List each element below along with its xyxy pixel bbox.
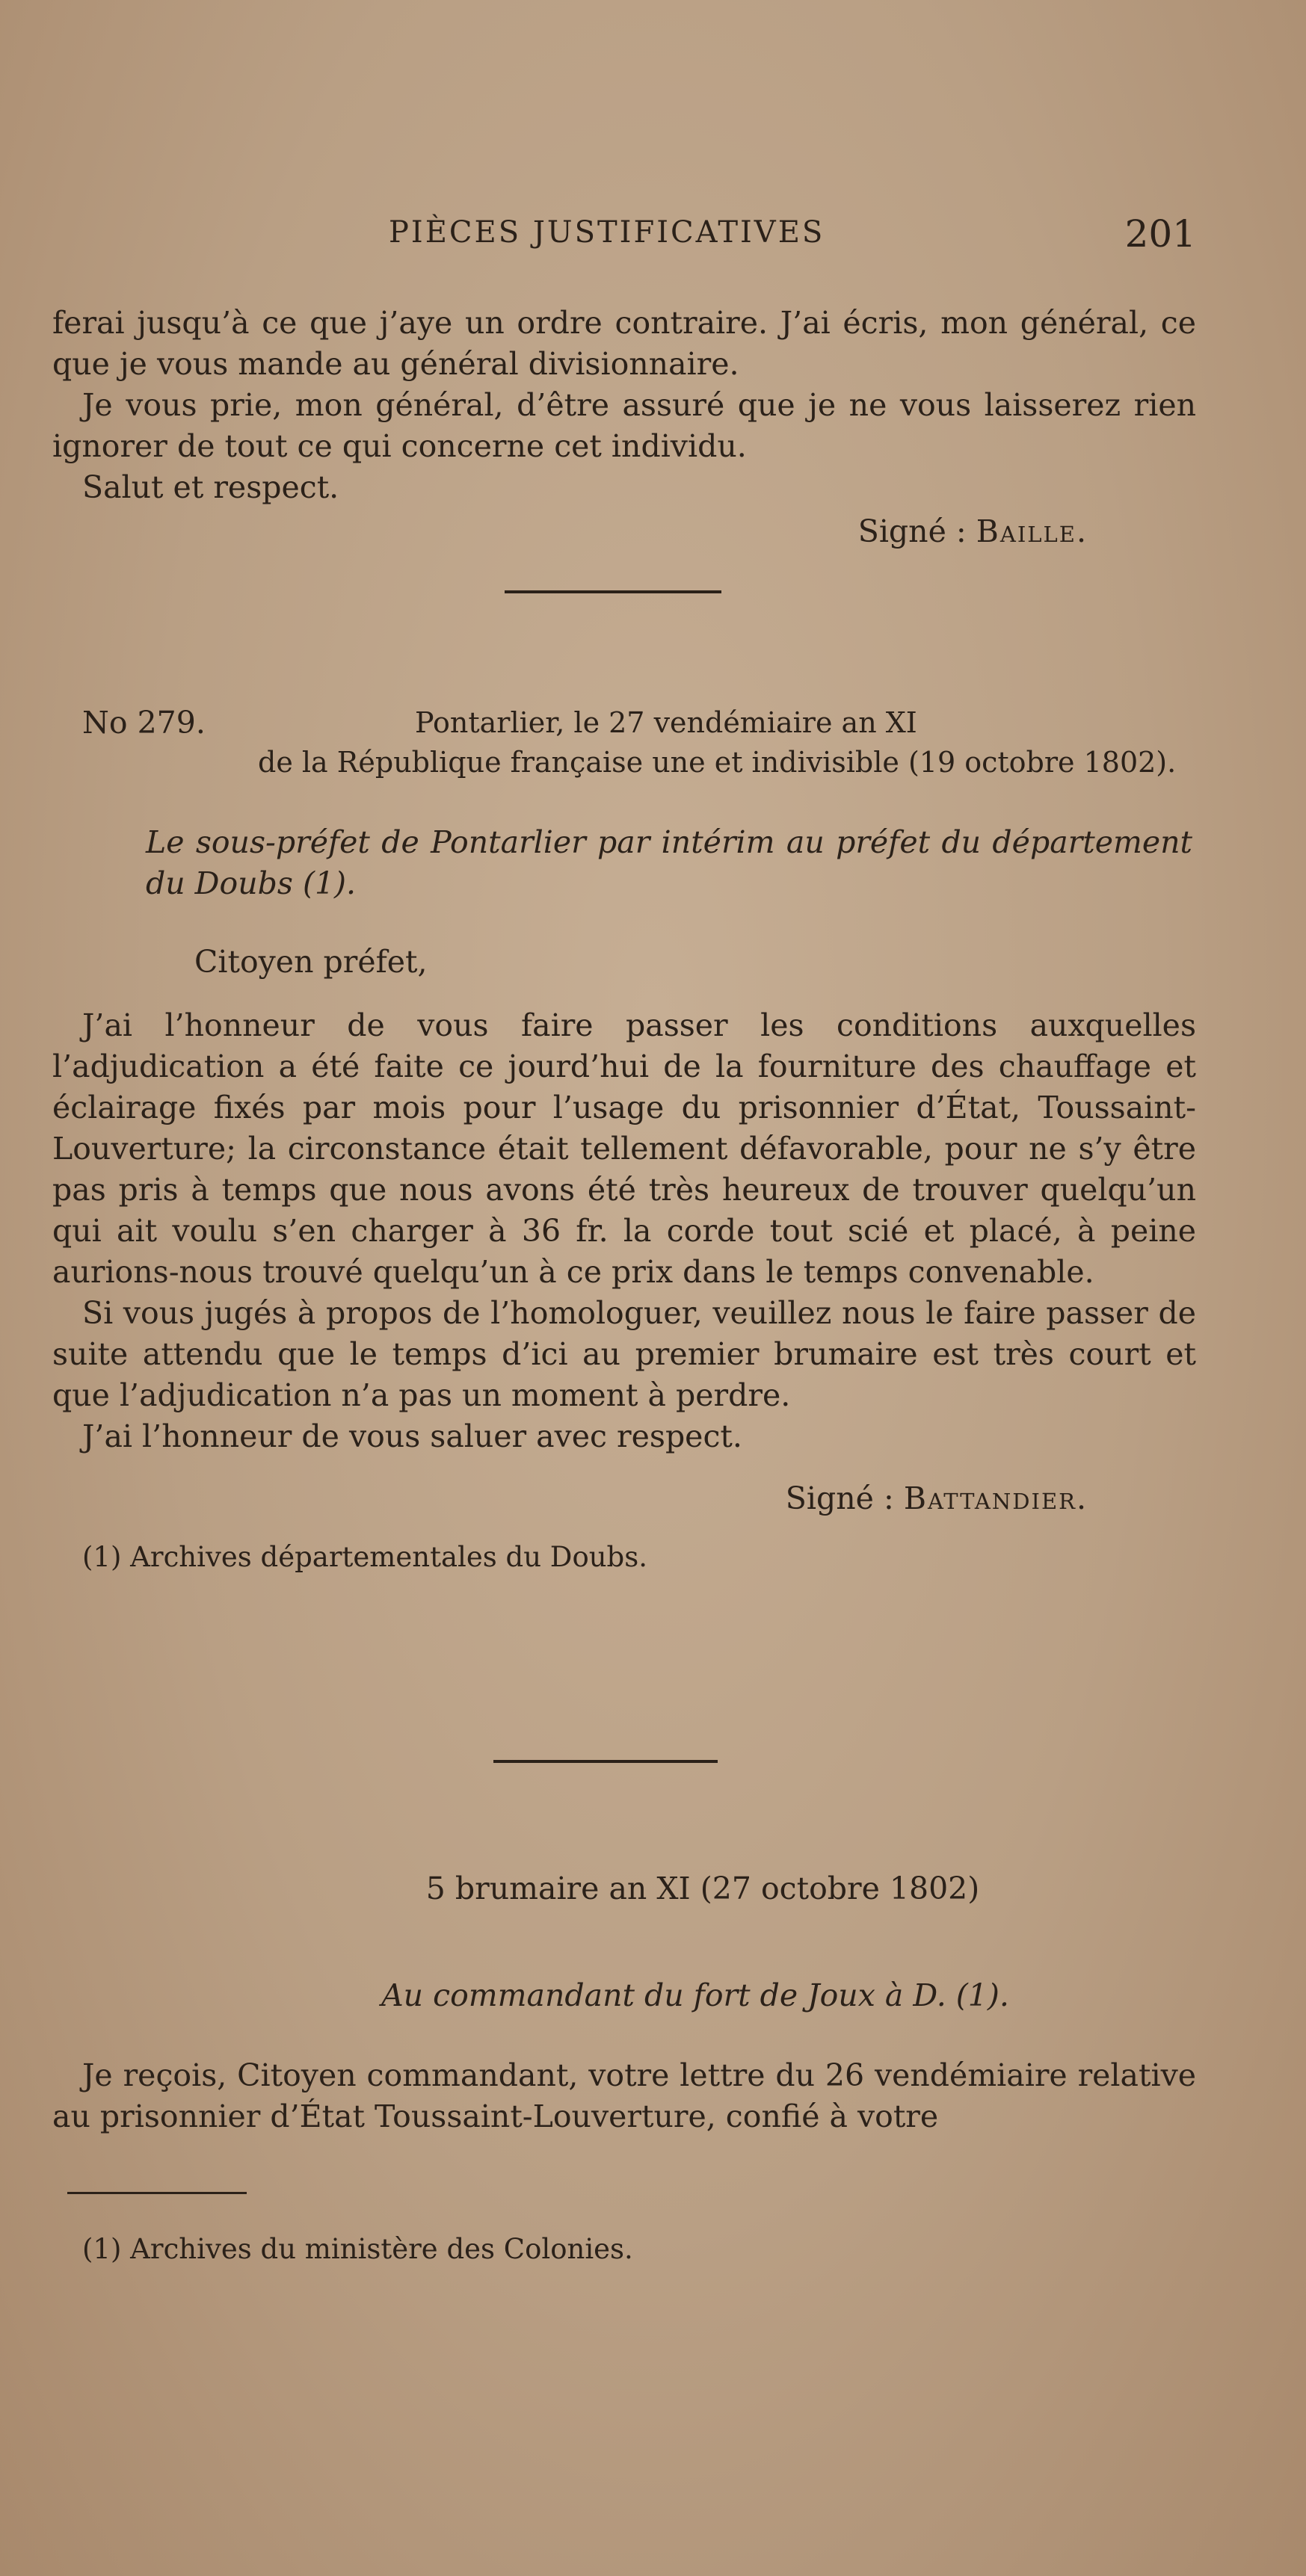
body-paragraph: Si vous jugés à propos de l’homologuer, veuillez nous le faire passer de suite attendu que le temps d’ici au premier brumaire est très court et que l’adjudication n’a pas un moment à perdre. <box>52 1295 1196 1413</box>
body-paragraph: J’ai l’honneur de vous saluer avec respect. <box>82 1418 742 1454</box>
body-paragraph: Je reçois, Citoyen commandant, votre lettre du 26 vendémiaire relative au prisonnier d’État Toussaint-Louverture, confié à votre <box>52 2057 1196 2134</box>
page-number: 201 <box>1124 212 1196 256</box>
section-divider <box>493 1760 718 1763</box>
letter-address: Le sous-préfet de Pontarlier par intérim au préfet du département du Doubs (1). <box>146 824 1192 901</box>
running-header <box>389 212 1196 256</box>
signature-line <box>52 1478 1196 1519</box>
footnote: (1) Archives du ministère des Colonies. <box>82 2233 633 2265</box>
section-divider <box>505 590 721 593</box>
dateline-block <box>52 702 1196 785</box>
body-paragraph: Je vous prie, mon général, d’être assuré que je ne vous laisserez rien ignorer de tout ce qui concerne cet individu. <box>52 387 1196 464</box>
document-next <box>52 1868 1196 2137</box>
dateline: 5 brumaire an XI (27 octobre 1802) <box>425 1871 980 1906</box>
salutation: Citoyen préfet, <box>194 944 428 980</box>
document-279 <box>52 702 1196 1576</box>
signature-name: Battandier. <box>903 1480 1088 1516</box>
signature-line <box>52 511 1196 552</box>
signature-name: Baille. <box>976 513 1088 549</box>
dateline-place: Pontarlier, le 27 vendémiaire an XI <box>415 706 917 739</box>
body-paragraph: Salut et respect. <box>82 469 339 505</box>
previous-letter-end <box>52 303 1196 552</box>
letter-address: Au commandant du fort de Joux à D. (1). <box>381 1977 1009 2013</box>
running-title: PIÈCES JUSTIFICATIVES <box>389 215 825 250</box>
signature-prefix: Signé : <box>857 513 967 549</box>
footnote-rule <box>67 2192 247 2194</box>
footnote: (1) Archives départementales du Doubs. <box>82 1541 647 1573</box>
signature-prefix: Signé : <box>785 1480 894 1516</box>
document-number: No 279. <box>82 705 206 741</box>
body-paragraph: ferai jusqu’à ce que j’aye un ordre contraire. J’ai écris, mon général, ce que je vous mande au général divisionnaire. <box>52 305 1196 382</box>
body-paragraph: J’ai l’honneur de vous faire passer les conditions auxquelles l’adjudication a été faite ce jourd’hui de la fourniture des chauffage et éclairage fixés par mois pour l’usage du prisonnier d’État, Toussaint-Louverture; la circonstance était tellement défavorable, pour ne s’y être pas pris à temps que nous avons été très heureux de trouver quelqu’un qui ait voulu s’en charger à 36 fr. la corde tout scié et placé, à peine aurions-nous trouvé quelqu’un à ce prix dans le temps convenable. <box>52 1007 1196 1290</box>
dateline-republic: de la République française une et indivisible (19 octobre 1802). <box>258 746 1177 779</box>
